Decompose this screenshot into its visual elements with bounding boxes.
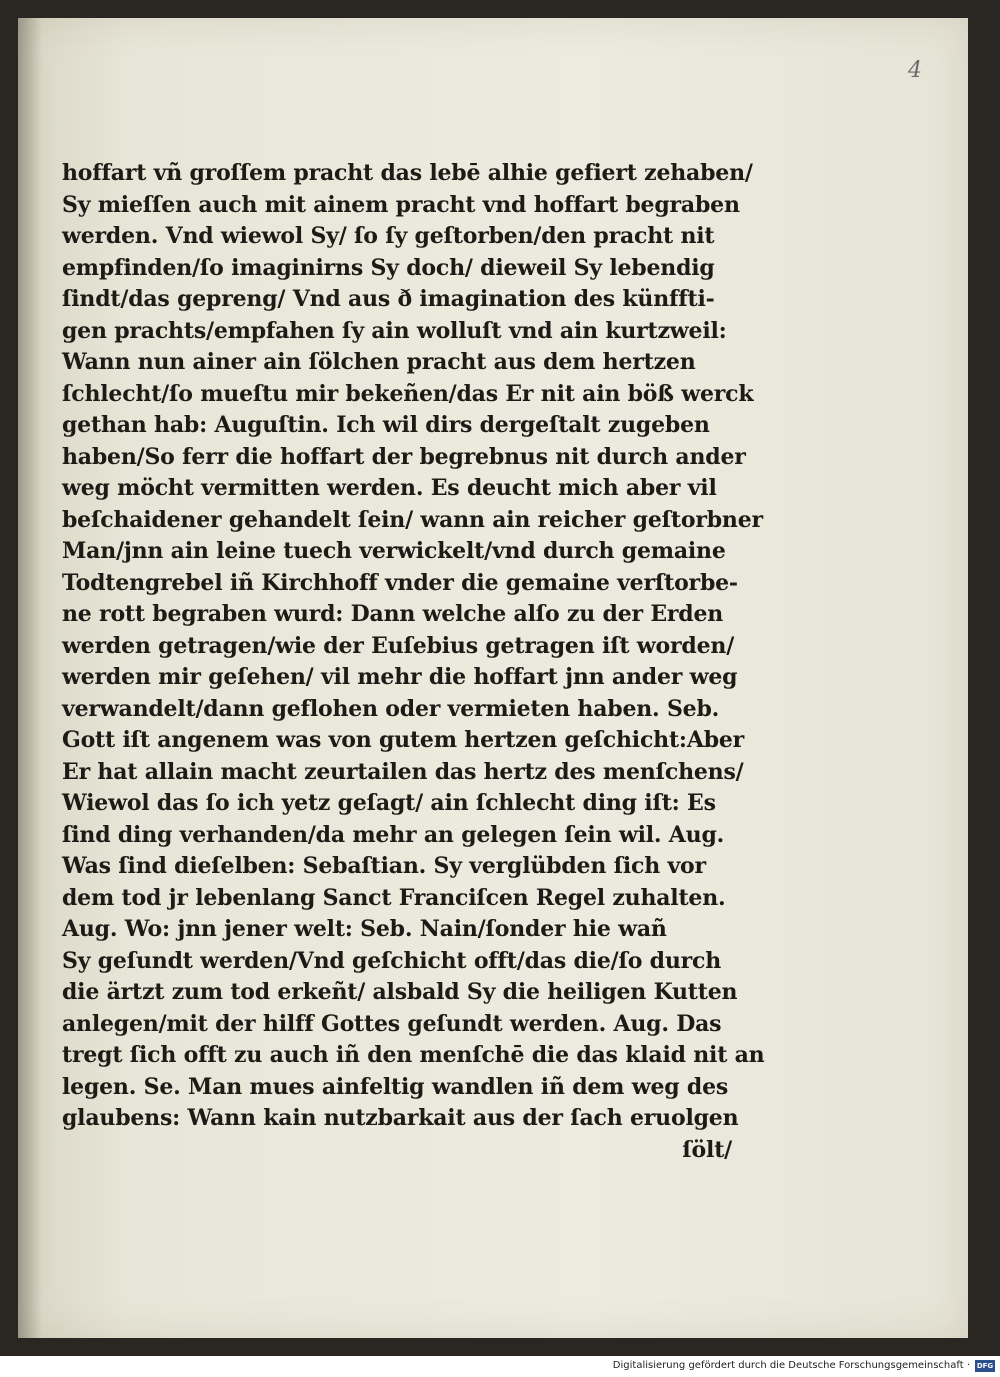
text-line: empfinden/ſo imaginirns Sy doch/ dieweil Sy lebendig xyxy=(62,254,715,281)
text-line: dem tod jr lebenlang Sanct Franciſcen Regel zuhalten. xyxy=(62,884,726,911)
text-line: beſchaidener gehandelt ſein/ wann ain reicher geſtorbner xyxy=(62,506,763,533)
catchword: ſölt/ xyxy=(682,1136,732,1163)
text-line: gethan hab: Auguſtin. Ich wil dirs dergeſtalt zugeben xyxy=(62,412,710,438)
text-line: Sy mieſſen auch mit ainem pracht vnd hoffart begraben xyxy=(62,191,740,218)
text-line: ne rott begraben wurd: Dann welche alſo zu der Erden xyxy=(62,601,724,627)
page-text xyxy=(62,158,765,1166)
text-line: legen. Se. Man mues ainfeltig wandlen iñ dem weg des xyxy=(62,1073,729,1100)
text-line: die ärtzt zum tod erkeñt/ alsbald Sy die heiligen Kutten xyxy=(62,979,738,1005)
text-line: Wiewol das ſo ich yetz geſagt/ ain ſchlecht ding iſt: Es xyxy=(62,790,716,816)
text-line: Sy geſundt werden/Vnd geſchicht offt/das die/ſo durch xyxy=(62,947,722,974)
text-line: ſindt/das gepreng/ Vnd aus ð imagination des künffti- xyxy=(62,286,715,312)
text-line: Er hat allain macht zeurtailen das hertz des menſchens/ xyxy=(62,758,744,785)
text-line: tregt ſich offt zu auch iñ den menſchē die das klaid nit an xyxy=(62,1042,765,1068)
funding-credit: Digitalisierung gefördert durch die Deutsche Forschungsgemeinschaft · xyxy=(612,1360,970,1371)
text-line: weg möcht vermitten werden. Es deucht mich aber vil xyxy=(62,475,717,501)
text-line: Aug. Wo: jnn jener welt: Seb. Nain/ſonder hie wañ xyxy=(62,916,667,942)
text-line: hoffart vñ groſſem pracht das lebē alhie gefiert zehaben/ xyxy=(62,160,753,186)
text-line: Wann nun ainer ain ſölchen pracht aus dem hertzen xyxy=(62,349,696,375)
text-line: werden mir geſehen/ vil mehr die hoffart jnn ander weg xyxy=(62,664,738,690)
text-line: werden getragen/wie der Euſebius getragen iſt worden/ xyxy=(62,632,735,659)
text-line: anlegen/mit der hilff Gottes geſundt werden. Aug. Das xyxy=(62,1010,722,1037)
folio-number: 4 xyxy=(908,58,922,83)
text-line: ſind ding verhanden/da mehr an gelegen ſein wil. Aug. xyxy=(62,821,725,848)
text-line: ſchlecht/ſo mueſtu mir bekeñen/das Er nit ain böß werck xyxy=(62,380,754,407)
text-line: verwandelt/dann geflohen oder vermieten haben. Seb. xyxy=(62,695,720,722)
text-line: haben/So ferr die hoffart der begrebnus nit durch ander xyxy=(62,443,746,470)
binding-shadow xyxy=(18,18,42,1338)
text-line: Todtengrebel iñ Kirchhoff vnder die gemaine verſtorbe- xyxy=(62,569,738,596)
text-line: Was ſind dieſelben: Sebaſtian. Sy verglübden ſich vor xyxy=(62,853,706,879)
text-line: gen prachts/empfahen ſy ain wolluſt vnd ain kurtzweil: xyxy=(62,317,727,344)
text-line: Gott iſt angenem was von gutem hertzen geſchicht:Aber xyxy=(62,727,745,753)
text-line: Man/jnn ain leine tuech verwickelt/vnd durch gemaine xyxy=(62,538,726,564)
text-line: glaubens: Wann kain nutzbarkait aus der ſach eruolgen xyxy=(62,1105,739,1131)
text-line: werden. Vnd wiewol Sy/ ſo ſy geſtorben/den pracht nit xyxy=(62,223,715,249)
dfg-logo: DFG xyxy=(976,1362,994,1370)
